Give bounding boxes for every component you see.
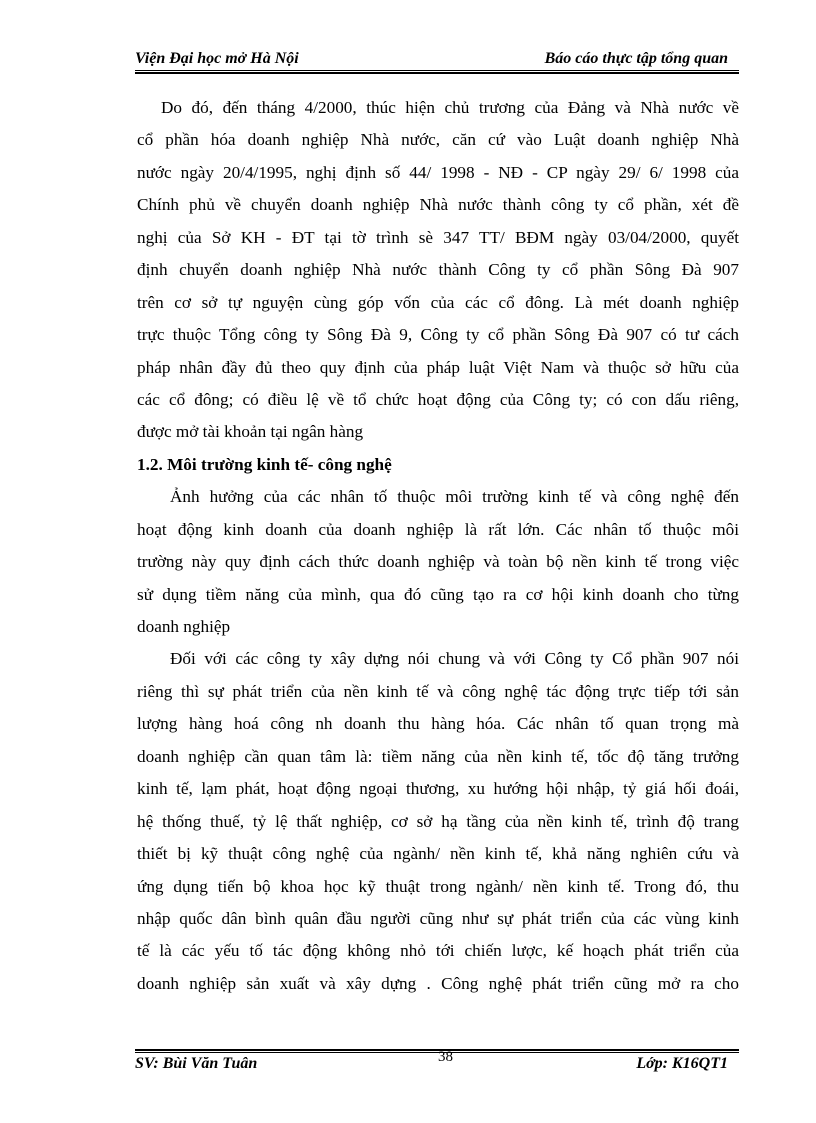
footer-student-name: SV: Bùi Văn Tuân <box>135 1055 258 1072</box>
document-body <box>137 92 739 1000</box>
paragraph-line: trực thuộc Tổng công ty Sông Đà 9, Công ty cổ phần Sông Đà 907 có tư cách <box>137 325 739 345</box>
paragraph-line: trường này quy định cách thức doanh nghiệp và toàn bộ nền kinh tế trong việc <box>137 552 739 572</box>
paragraph-line: kinh tế, lạm phát, hoạt động ngoại thương, xu hướng hội nhập, tỷ giá hối đoái, <box>137 779 739 799</box>
paragraph-line: tế là các yếu tố tác động không nhỏ tới chiến lược, kế hoạch phát triển của <box>137 941 739 961</box>
paragraph-line: trên cơ sở tự nguyện cùng góp vốn của các cổ đông. Là mét doanh nghiệp <box>137 292 739 312</box>
paragraph-line: nước ngày 20/4/1995, nghị định số 44/ 1998 - NĐ - CP ngày 29/ 6/ 1998 của <box>137 162 739 182</box>
paragraph-line: doanh nghiệp cần quan tâm là: tiềm năng của nền kinh tế, tốc độ tăng trưởng <box>137 746 739 766</box>
page-number: 38 <box>438 1049 453 1065</box>
paragraph-line: Ảnh hưởng của các nhân tố thuộc môi trường kinh tế và công nghệ đến <box>170 487 739 507</box>
paragraph-line: định chuyển doanh nghiệp Nhà nước thành Công ty cổ phần Sông Đà 907 <box>137 260 739 280</box>
header-institution: Viện Đại học mở Hà Nội <box>135 50 299 67</box>
paragraph-line: pháp nhân đầy đủ theo quy định của pháp luật Việt Nam và thuộc sở hữu của <box>137 357 739 377</box>
header-divider <box>135 70 739 74</box>
paragraph-line: cổ phần hóa doanh nghiệp Nhà nước, căn cứ vào Luật doanh nghiệp Nhà <box>137 130 739 150</box>
header-report-title: Báo cáo thực tập tổng quan <box>544 50 728 67</box>
paragraph-2 <box>137 481 739 643</box>
paragraph-line: Chính phủ về chuyển doanh nghiệp Nhà nước thành công ty cổ phần, xét đề <box>137 195 739 215</box>
paragraph-line: ứng dụng tiến bộ khoa học kỹ thuật trong ngành/ nền kinh tế. Trong đó, thu <box>137 876 739 896</box>
paragraph-line: hoạt động kinh doanh của doanh nghiệp là rất lớn. Các nhân tố thuộc môi <box>137 519 739 539</box>
paragraph-line: nghị của Sở KH - ĐT tại tờ trình sè 347 TT/ BĐM ngày 03/04/2000, quyết <box>137 227 739 247</box>
paragraph-line: doanh nghiệp sản xuất và xây dựng . Công nghệ phát triển cũng mở ra cho <box>137 973 739 993</box>
paragraph-line: riêng thì sự phát triển của nền kinh tế và công nghệ tác động trực tiếp tới sản <box>137 681 739 701</box>
footer-divider <box>135 1049 739 1053</box>
page-footer <box>135 1049 740 1077</box>
paragraph-line: các cổ đông; có điều lệ về tổ chức hoạt động của Công ty; có con dấu riêng, <box>137 389 739 409</box>
paragraph-line: lượng hàng hoá công nh doanh thu hàng hóa. Các nhân tố quan trọng mà <box>137 714 739 734</box>
paragraph-line: sử dụng tiềm năng của mình, qua đó cũng tạo ra cơ hội kinh doanh cho từng <box>137 584 739 604</box>
paragraph-line: doanh nghiệp <box>137 617 231 636</box>
paragraph-line: thiết bị kỹ thuật công nghệ của ngành/ nền kinh tế, khả năng nghiên cứu và <box>137 844 739 864</box>
paragraph-line: nhập quốc dân bình quân đầu người cũng như sự phát triển của các vùng kinh <box>137 908 739 928</box>
paragraph-3 <box>137 643 739 1000</box>
paragraph-1 <box>137 92 739 449</box>
footer-class: Lớp: K16QT1 <box>636 1055 728 1072</box>
paragraph-line: Đối với các công ty xây dựng nói chung và với Công ty Cổ phần 907 nói <box>170 649 739 669</box>
page-header <box>135 50 740 72</box>
paragraph-line: hệ thống thuế, tỷ lệ thất nghiệp, cơ sở hạ tầng của nền kinh tế, trình độ trang <box>137 811 739 831</box>
section-heading: 1.2. Môi trường kinh tế- công nghệ <box>137 454 392 474</box>
paragraph-line: Do đó, đến tháng 4/2000, thúc hiện chủ trương của Đảng và Nhà nước về <box>161 98 739 117</box>
paragraph-line: được mở tài khoản tại ngân hàng <box>137 422 364 442</box>
